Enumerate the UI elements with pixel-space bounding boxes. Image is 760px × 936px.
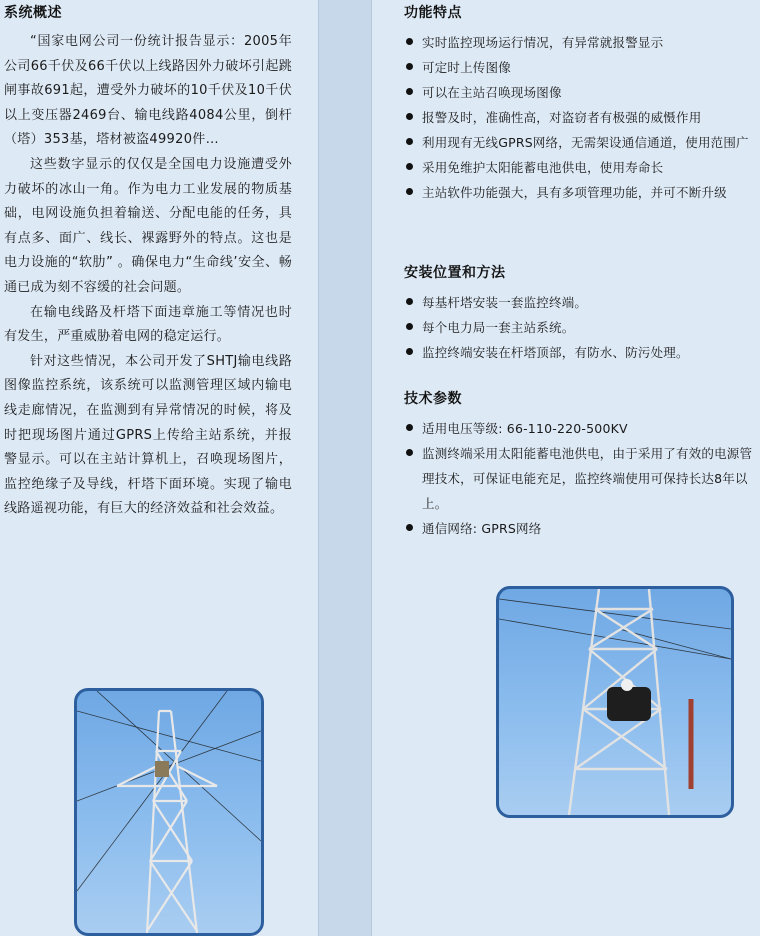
overview-paragraph-3: 在输电线路及杆塔下面违章施工等情况也时有发生，严重威胁着电网的稳定运行。 bbox=[4, 304, 292, 345]
install-list bbox=[404, 290, 754, 365]
bullet-icon bbox=[406, 88, 413, 95]
feature-item: 主站软件功能强大，具有多项管理功能，并可不断升级 bbox=[404, 180, 754, 205]
bullet-icon bbox=[406, 424, 413, 431]
tower-photo-left bbox=[74, 688, 264, 936]
bullet-icon bbox=[406, 38, 413, 45]
install-item: 每基杆塔安装一套监控终端。 bbox=[404, 290, 754, 315]
bullet-icon bbox=[406, 113, 413, 120]
install-title: 安装位置和方法 bbox=[404, 265, 506, 281]
bullet-icon bbox=[406, 323, 413, 330]
column-divider bbox=[318, 0, 372, 936]
tech-title: 技术参数 bbox=[404, 391, 462, 407]
tech-section bbox=[404, 388, 754, 541]
feature-item: 可定时上传图像 bbox=[404, 55, 754, 80]
bullet-icon bbox=[406, 348, 413, 355]
bullet-icon bbox=[406, 449, 413, 456]
install-item: 监控终端安装在杆塔顶部，有防水、防污处理。 bbox=[404, 340, 754, 365]
tower-photo-right bbox=[496, 586, 734, 818]
feature-item: 利用现有无线GPRS网络，无需架设通信通道，使用范围广 bbox=[404, 130, 754, 155]
feature-item: 实时监控现场运行情况，有异常就报警显示 bbox=[404, 30, 754, 55]
install-item: 每个电力局一套主站系统。 bbox=[404, 315, 754, 340]
overview-paragraph-1: “国家电网公司一份统计报告显示：2005年公司66千伏及66千伏以上线路因外力破坏引起跳闸事故691起，遭受外力破坏的10千伏及10千伏以上变压器2469台、输电线路4084公里，倒杆（塔）353基，塔材被盗49920件… bbox=[4, 34, 292, 148]
bullet-icon bbox=[406, 298, 413, 305]
worker-illustration bbox=[499, 589, 731, 815]
overview-body bbox=[4, 30, 292, 522]
bullet-icon bbox=[406, 524, 413, 531]
bullet-icon bbox=[406, 163, 413, 170]
feature-item: 采用免维护太阳能蓄电池供电，使用寿命长 bbox=[404, 155, 754, 180]
feature-item: 可以在主站召唤现场图像 bbox=[404, 80, 754, 105]
worker-figure bbox=[607, 687, 651, 721]
bullet-icon bbox=[406, 188, 413, 195]
features-list bbox=[404, 30, 754, 205]
overview-paragraph-2: 这些数字显示的仅仅是全国电力设施遭受外力破坏的冰山一角。作为电力工业发展的物质基础，电网设施负担着输送、分配电能的任务，具有点多、面广、线长、裸露野外的特点。这也是电力设施的“软肋” 。确保电力“生命线’安全、畅通已成为刻不容缓的社会问题。 bbox=[4, 156, 292, 295]
monitor-device bbox=[155, 761, 169, 777]
install-section bbox=[404, 262, 754, 365]
tech-item: 适用电压等级: 66-110-220-500KV bbox=[404, 416, 754, 441]
tower-illustration bbox=[77, 691, 261, 933]
features-section bbox=[404, 2, 754, 205]
bullet-icon bbox=[406, 138, 413, 145]
tech-list bbox=[404, 416, 754, 541]
overview-paragraph-4: 针对这些情况，本公司开发了SHTJ输电线路图像监控系统，该系统可以监测管理区域内输电线走廊情况，在监测到有异常情况的时候，将及时把现场图片通过GPRS上传给主站系统，并报警显示。可以在主站计算机上，召唤现场图片，监控绝缘子及导线，杆塔下面环境。实现了输电线路遥视功能，有巨大的经济效益和社会效益。 bbox=[4, 353, 292, 517]
overview-title: 系统概述 bbox=[4, 5, 62, 21]
bullet-icon bbox=[406, 63, 413, 70]
feature-item: 报警及时，准确性高，对盗窃者有极强的威慑作用 bbox=[404, 105, 754, 130]
tech-item: 通信网络: GPRS网络 bbox=[404, 516, 754, 541]
tech-item: 监测终端采用太阳能蓄电池供电，由于采用了有效的电源管理技术，可保证电能充足，监控终端使用可保持长达8年以上。 bbox=[404, 441, 754, 516]
features-title: 功能特点 bbox=[404, 5, 462, 21]
